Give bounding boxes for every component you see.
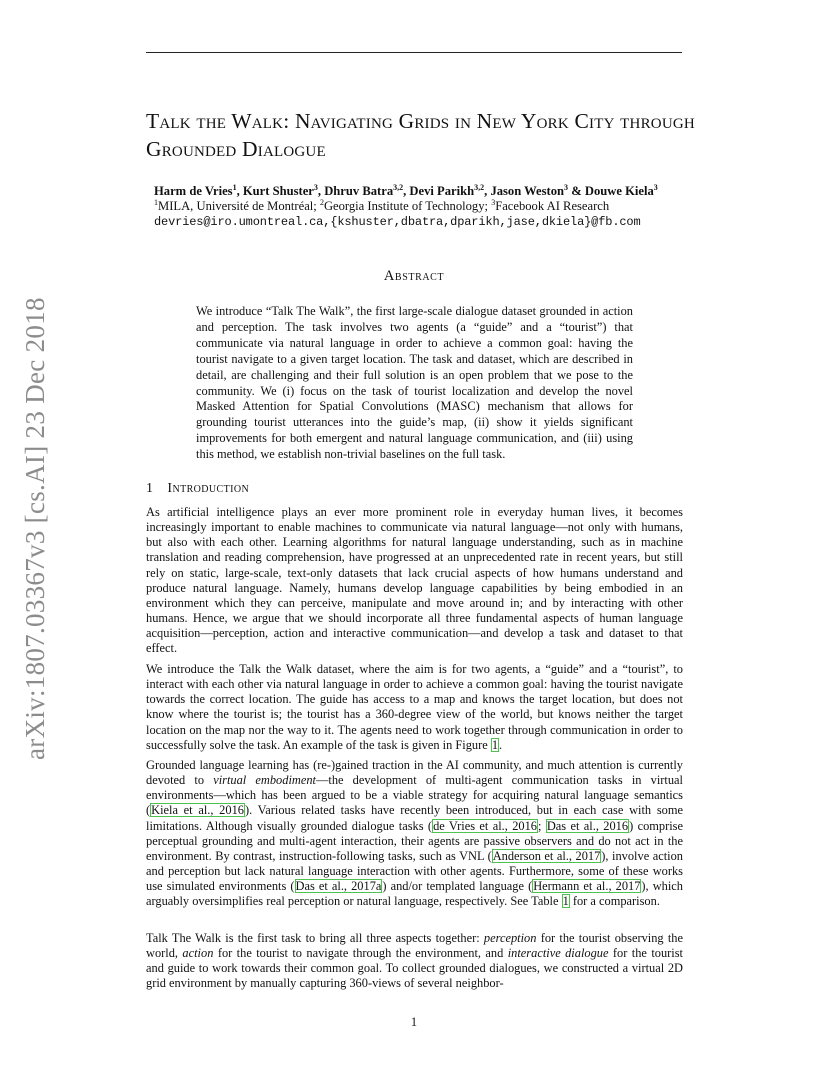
affiliation: Georgia Institute of Technology; xyxy=(323,199,489,213)
affiliations: $^1$MILA, Université de Montréal; $^2$Georgia Institute of Technology; $^3$Facebook AI Research xyxy=(154,197,610,213)
paragraph: Talk The Walk is the first task to bring all three aspects together: perception for the tourist observing the world, action for the tourist to navigate through the environment, and interactive dialogue for the tourist and guide to work towards their common goal. To collect grounded dialogues, we constructed a virtual 2D grid environment by manually capturing 360-views of several neighbor- xyxy=(146,931,683,991)
author-name: Devi Parikh xyxy=(409,184,475,198)
paragraph: Grounded language learning has (re-)gained traction in the AI community, and much attention is currently devoted to virtual embodiment—the development of multi-agent communication tasks in virtual environments—which has been argued to be a viable strategy for acquiring natural language semantics (Kiela et al., 2016). Various related tasks have recently been introduced, but in each case with some limitations. Although visually grounded dialogue tasks (de Vries et al., 2016; Das et al., 2016) comprise perceptual grounding and multi-agent interaction, their agents are passive observers and do not act in the environment. By contrast, instruction-following tasks, such as VNL (Anderson et al., 2017), involve action and perception but lack natural language interaction with other agents. Furthermore, some of these works use simulated environments (Das et al., 2017a) and/or templated language (Hermann et al., 2017), which arguably oversimplifies real perception or natural language, respectively. See Table 1 for a comparison. xyxy=(146,758,683,909)
abstract-heading: Abstract xyxy=(383,268,445,284)
section-heading xyxy=(146,481,249,497)
paragraph: We introduce the Talk the Walk dataset, where the aim is for two agents, a “guide” and a “tourist”, to interact with each other via natural language in order to achieve a common goal: having the tourist navigate towards the correct location. The guide has access to a map and knows the target location, but does not know where the tourist is; the tourist has a 360-degree view of the world, but knows neither the target location on the map nor the way to it. The agents need to work together through communication in order to successfully solve the task. An example of the task is given in Figure 1. xyxy=(146,662,683,752)
affiliation: MILA, Université de Montréal; xyxy=(158,199,317,213)
table-ref-link[interactable]: 1 xyxy=(562,894,569,909)
arxiv-stamp-text: arXiv:1807.03367v3 [cs.AI] 23 Dec 2018 xyxy=(20,297,50,760)
author-name: Harm de Vries xyxy=(154,184,233,198)
citation-link[interactable]: Das et al., 2016 xyxy=(546,818,629,833)
citation-link[interactable]: Anderson et al., 2017 xyxy=(492,848,601,863)
author-name: Dhruv Batra xyxy=(324,184,394,198)
header-rule xyxy=(146,52,682,53)
author-name: Kurt Shuster xyxy=(242,184,314,198)
paper-title: Talk the Walk: Navigating Grids in New York City through Grounded Dialogue xyxy=(146,109,695,161)
citation-link[interactable]: de Vries et al., 2016 xyxy=(433,818,537,833)
figure-ref-link[interactable]: 1 xyxy=(491,737,499,752)
section-number: 1 xyxy=(146,481,154,496)
citation-link[interactable]: Das et al., 2017a xyxy=(295,879,382,894)
citation-link[interactable]: Kiela et al., 2016 xyxy=(151,803,244,818)
author-emails: devries@iro.umontreal.ca,{kshuster,dbatra,dparikh,jase,dkiela}@fb.com xyxy=(154,215,641,229)
paragraph: As artificial intelligence plays an ever more prominent role in everyday human lives, it becomes increasingly important to enable machines to communicate via natural language—not only with humans, but also with each other. Learning algorithms for natural language understanding, such as in machine translation and reading comprehension, have progressed at an unprecedented rate in recent years, but still rely on static, large-scale, text-only datasets that lack crucial aspects of how humans understand and produce natural language. Namely, humans develop language capabilities by being embodied in an environment which they can perceive, manipulate and move around in; and by interacting with other humans. Hence, we argue that we should incorporate all three fundamental aspects of human language acquisition—perception, action and interactive communication—and develop a task and dataset to that effect. xyxy=(146,505,683,656)
section-title: Introduction xyxy=(167,481,250,496)
arxiv-stamp xyxy=(20,290,50,760)
citation-link[interactable]: Hermann et al., 2017 xyxy=(533,879,641,894)
affiliation: Facebook AI Research xyxy=(495,199,610,213)
page-number: 1 xyxy=(410,1015,418,1029)
author-list: Harm de Vries$^1$, Kurt Shuster$^3$, Dhruv Batra$^{3,2}$, Devi Parikh$^{3,2}$, Jason Weston$^3$ & Douwe Kiela$^3$ xyxy=(154,182,658,198)
author-name: Douwe Kiela xyxy=(584,184,654,198)
author-name: Jason Weston xyxy=(490,184,565,198)
abstract-text: We introduce “Talk The Walk”, the first large-scale dialogue dataset grounded in action and perception. The task involves two agents (a “guide” and a “tourist”) that communicate via natural language in order to achieve a common goal: having the tourist navigate to a given target location. The task and dataset, which are described in detail, are challenging and their full solution is an open problem that we pose to the community. We (i) focus on the task of tourist localization and develop the novel Masked Attention for Spatial Convolutions (MASC) mechanism that allows for grounding tourist utterances into the guide’s map, (ii) show it yields significant improvements for both emergent and natural language communication, and (iii) using this method, we establish non-trivial baselines on the full task. xyxy=(196,304,633,462)
